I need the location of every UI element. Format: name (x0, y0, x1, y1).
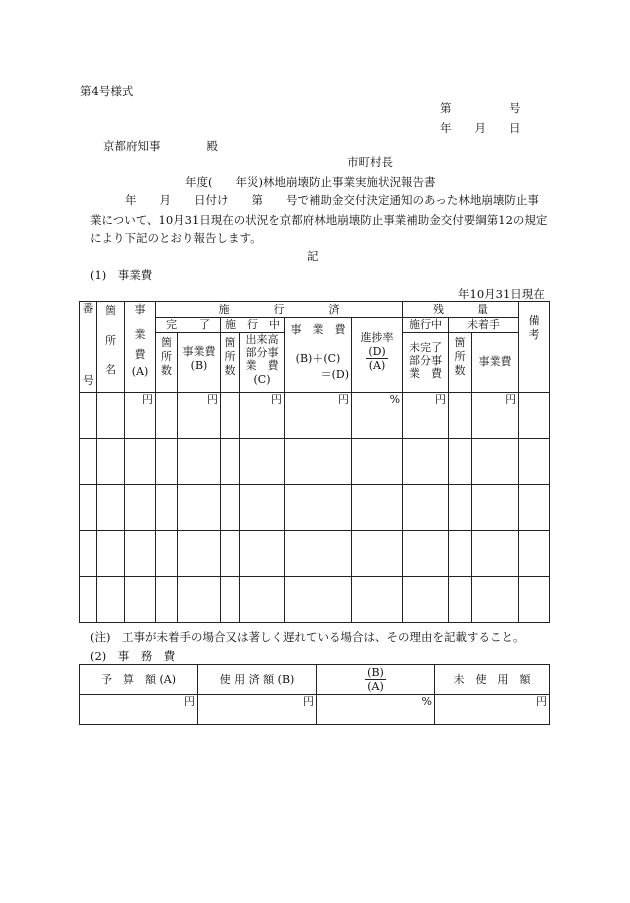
cell[interactable] (221, 531, 240, 577)
header-unfinished-cost (403, 333, 449, 393)
cell[interactable] (156, 485, 178, 531)
cell[interactable] (156, 393, 178, 439)
document-number: 第 号 (440, 101, 521, 115)
cell-yen[interactable]: 円 (178, 393, 221, 439)
header-number (80, 302, 97, 393)
cell[interactable] (403, 439, 449, 485)
cell-unused-amount[interactable]: 円 (435, 695, 550, 725)
header-executed: 施 行 済 (156, 302, 403, 318)
cell[interactable] (472, 577, 519, 623)
hdr-text: 備 (528, 314, 540, 327)
header-count-completed (156, 333, 178, 393)
cell[interactable] (125, 531, 156, 577)
cell[interactable] (240, 531, 285, 577)
cell[interactable] (80, 485, 97, 531)
header-cost-d (285, 318, 352, 393)
header-remaining-in-progress: 施行中 (403, 318, 449, 333)
header-number-bottom: 号 (83, 374, 94, 388)
office-expense-table (79, 664, 550, 725)
cell[interactable] (240, 485, 285, 531)
hdr-text: 業 費 (245, 359, 279, 373)
cell[interactable] (178, 531, 221, 577)
cell[interactable] (285, 485, 352, 531)
progress-fraction (366, 345, 387, 372)
cell[interactable] (519, 577, 550, 623)
cell[interactable] (80, 439, 97, 485)
hdr-text: (B) (190, 358, 208, 372)
cell[interactable] (449, 393, 472, 439)
addressee: 京都府知事 殿 (103, 139, 218, 153)
body-line-3: により下記のとおり報告します。 (90, 231, 262, 245)
header-cost-not-started: 事業費 (472, 333, 519, 393)
header-count-not-started (449, 333, 472, 393)
cell[interactable] (97, 485, 125, 531)
cell[interactable] (352, 531, 403, 577)
hdr-text: 業 (134, 327, 146, 341)
cell[interactable] (221, 439, 240, 485)
hdr-text: ＝(D) (320, 368, 349, 381)
cell[interactable] (352, 485, 403, 531)
hdr-text: 進捗率 (360, 331, 394, 344)
cell[interactable] (352, 577, 403, 623)
cell[interactable] (449, 439, 472, 485)
body-line-2: 業について、10月31日現在の状況を京都府林地崩壊防止事業補助金交付要綱第12の規定 (90, 213, 548, 227)
cell[interactable] (285, 439, 352, 485)
table-row (80, 531, 550, 577)
cell[interactable] (97, 439, 125, 485)
cell[interactable] (125, 577, 156, 623)
cell[interactable] (221, 393, 240, 439)
cell[interactable] (156, 439, 178, 485)
cell[interactable] (352, 439, 403, 485)
hdr-text: 事業費 (182, 345, 216, 358)
cell[interactable] (221, 577, 240, 623)
cell[interactable] (97, 577, 125, 623)
hdr-text: 数 (224, 363, 236, 377)
header-unused-amount: 未 使 用 額 (435, 665, 550, 695)
hdr-text: 考 (528, 327, 540, 341)
table-row (80, 577, 550, 623)
cell[interactable] (178, 577, 221, 623)
cell[interactable] (449, 577, 472, 623)
hdr-text: 箇 (224, 336, 236, 349)
ki-label: 記 (307, 249, 319, 263)
as-of-date: 年10月31日現在 (458, 287, 545, 301)
hdr-text: 事 業 費 (290, 323, 346, 336)
hdr-text: 費 (134, 348, 146, 361)
hdr-text: 所 (224, 349, 236, 363)
hdr-text: (B)＋(C) (295, 351, 341, 365)
hdr-text: (C) (253, 372, 271, 386)
hdr-text: 業 費 (409, 367, 443, 381)
cell[interactable] (156, 577, 178, 623)
hdr-text: 所 (161, 349, 172, 363)
cell-yen[interactable]: 円 (240, 393, 285, 439)
header-partial-cost-c (240, 333, 285, 393)
project-cost-table (79, 301, 550, 623)
cell[interactable] (97, 393, 125, 439)
cell-yen[interactable]: 円 (403, 393, 449, 439)
sender: 市町村長 (347, 155, 393, 169)
hdr-text: 数 (454, 363, 466, 377)
cell[interactable] (403, 577, 449, 623)
header-remaining: 残 量 (403, 302, 519, 318)
cell[interactable] (80, 393, 97, 439)
cell[interactable] (97, 531, 125, 577)
cell[interactable] (125, 485, 156, 531)
header-progress-rate (352, 318, 403, 393)
hdr-text: 部分事 (245, 346, 279, 360)
hdr-text: 未完了 (409, 341, 443, 354)
hdr-text: 事 (134, 303, 146, 316)
section1-heading: (1) 事業費 (90, 268, 153, 282)
cell[interactable] (403, 531, 449, 577)
hdr-text: 出来高 (245, 333, 279, 346)
cell-used-amount[interactable]: 円 (198, 695, 317, 725)
body-line-1: 年 月 日付け 第 号で補助金交付決定通知のあった林地崩壊防止事 (125, 193, 539, 207)
usage-fraction (365, 666, 386, 693)
header-project-cost-a (125, 302, 156, 393)
cell-pct[interactable]: % (352, 393, 403, 439)
header-remarks (519, 302, 550, 393)
hdr-text: 所 (454, 349, 466, 363)
cell[interactable] (125, 439, 156, 485)
cell[interactable] (80, 577, 97, 623)
header-count-in-progress (221, 333, 240, 393)
cell[interactable] (472, 531, 519, 577)
cell-yen[interactable]: 円 (472, 393, 519, 439)
cell[interactable] (472, 439, 519, 485)
fraction-denominator: (A) (367, 679, 384, 693)
fraction-numerator: (B) (367, 665, 384, 679)
hdr-text: 箇 (105, 304, 116, 317)
cell[interactable] (178, 485, 221, 531)
form-number: 第4号様式 (80, 84, 134, 98)
cell[interactable] (240, 577, 285, 623)
cell[interactable] (519, 531, 550, 577)
cell[interactable] (519, 439, 550, 485)
header-in-progress: 施 行 中 (221, 318, 285, 333)
table-row (80, 485, 550, 531)
hdr-text: 部分事 (409, 354, 443, 368)
cell[interactable] (178, 439, 221, 485)
header-completed: 完 了 (156, 318, 221, 333)
cell[interactable] (449, 485, 472, 531)
cell-yen[interactable]: 円 (125, 393, 156, 439)
cell[interactable] (472, 485, 519, 531)
header-not-started: 未着手 (449, 318, 519, 333)
fraction-denominator: (A) (368, 358, 386, 372)
header-budget: 予 算 額 (A) (80, 665, 198, 695)
header-used-amount: 使 用 済 額 (B) (198, 665, 317, 695)
section2-heading: (2) 事 務 費 (90, 649, 176, 663)
table-note: (注) 工事が未着手の場合又は著しく遅れている場合は、その理由を記載すること。 (90, 630, 525, 644)
hdr-text: 数 (161, 363, 172, 377)
cell[interactable] (285, 577, 352, 623)
cell[interactable] (285, 531, 352, 577)
header-cost-b (178, 333, 221, 393)
hdr-text: 箇 (161, 336, 172, 349)
cell[interactable] (80, 531, 97, 577)
cell-usage-ratio[interactable]: % (317, 695, 435, 725)
cell[interactable] (519, 393, 550, 439)
hdr-text: (A) (131, 364, 149, 378)
cell[interactable] (221, 485, 240, 531)
fraction-numerator: (D) (368, 344, 386, 358)
hdr-text: 箇 (454, 336, 466, 349)
hdr-text: 名 (105, 363, 116, 377)
hdr-text: 所 (105, 333, 116, 347)
table-row (80, 439, 550, 485)
header-location-name (97, 302, 125, 393)
cell-yen[interactable]: 円 (285, 393, 352, 439)
cell[interactable] (156, 531, 178, 577)
table-row (80, 393, 550, 439)
header-number-top: 番 (82, 302, 94, 315)
cell-budget[interactable]: 円 (80, 695, 198, 725)
cell[interactable] (240, 439, 285, 485)
cell[interactable] (403, 485, 449, 531)
document-title: 年度( 年災)林地崩壊防止事業実施状況報告書 (185, 175, 436, 189)
header-usage-ratio (317, 665, 435, 695)
document-date: 年 月 日 (440, 121, 521, 135)
cell[interactable] (519, 485, 550, 531)
cell[interactable] (449, 531, 472, 577)
